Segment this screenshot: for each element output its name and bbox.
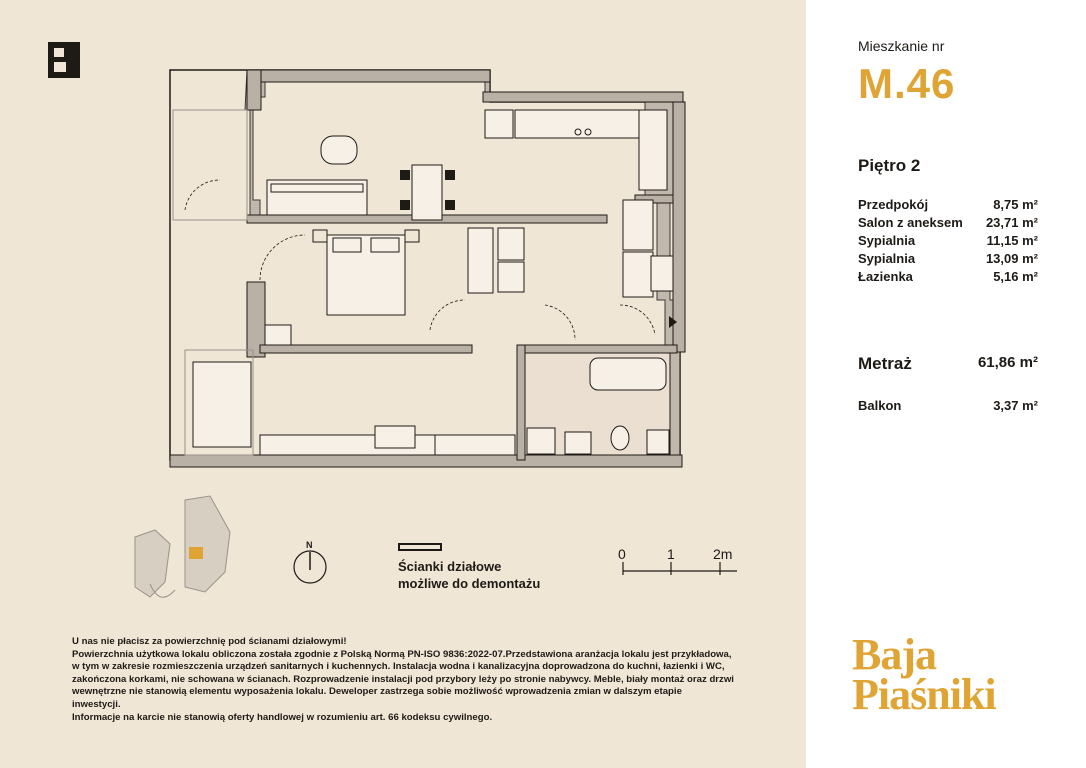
note-line: U nas nie płacisz za powierzchnię pod ścianami działowymi! — [72, 636, 347, 647]
note-line: Powierzchnia użytkowa lokalu obliczona została zgodnie z Polską Normą PN-ISO 9836:2022-07.Przedstawiona aranżacja lokalu jest przykładowa, — [72, 648, 732, 660]
note-line: wewnętrzne nie stanowią elementu wyposażenia lokalu. Deweloper zastrzega sobie możliwość wprowadzenia zmian w dalszym etapie — [72, 686, 682, 698]
balcony-row — [858, 398, 1038, 413]
room-row — [858, 196, 1038, 214]
room-row — [858, 214, 1038, 232]
partition-wall-swatch — [398, 543, 442, 551]
room-row — [858, 268, 1038, 286]
note-line: w tym w zakresie rozmieszczenia urządzeń sanitarnych i kuchennych. Instalacja wodna i kanalizacyjna doprowadzona do kuchni, łazienki i WC, — [72, 661, 725, 673]
room-name: Sypialnia — [858, 251, 916, 266]
balcony-label: Balkon — [858, 398, 902, 413]
brand-line-2: Piaśniki — [852, 670, 996, 719]
room-row — [858, 232, 1038, 250]
developer-logo-icon — [48, 42, 80, 78]
scale-label-2: 2m — [713, 546, 733, 562]
balcony-value: 3,37 m² — [993, 398, 1038, 413]
room-name: Salon z aneksem — [858, 215, 963, 230]
floor-label: Piętro 2 — [858, 156, 921, 175]
total-area-value: 61,86 m² — [977, 354, 1038, 371]
legend-line-2: możliwe do demontażu — [398, 576, 541, 591]
legend-line-1: Ścianki działowe — [398, 559, 502, 574]
room-list — [858, 196, 1038, 286]
brand-logo — [852, 630, 996, 719]
apartment-label: Mieszkanie nr — [858, 38, 945, 54]
note-line: inwestycji. — [72, 698, 121, 710]
note-line: zakończona korkami, nie schowana w ścianach. Rozprowadzenie instalacji pod przybory leży po stronie nabywcy. Meble, biały montaż oraz drzwi — [72, 673, 734, 685]
building-key-plan — [125, 492, 240, 607]
compass-north-label: N — [306, 540, 313, 550]
room-name: Łazienka — [858, 269, 913, 284]
floor-plan — [165, 60, 695, 472]
total-area-row — [858, 354, 1038, 374]
scale-label-0: 0 — [618, 546, 626, 562]
room-name: Sypialnia — [858, 233, 916, 248]
scale-label-1: 1 — [667, 546, 675, 562]
room-area: 5,16 m² — [993, 269, 1038, 284]
note-line: Informacje na karcie nie stanowią oferty handlowej w rozumieniu art. 66 kodeksu cywilnego. — [72, 711, 493, 723]
disclaimer-notes — [72, 636, 762, 724]
apartment-number: M.46 — [858, 60, 956, 107]
room-name: Przedpokój — [858, 197, 929, 212]
room-area: 13,09 m² — [985, 251, 1038, 266]
room-row — [858, 250, 1038, 268]
room-area: 11,15 m² — [986, 233, 1038, 248]
legend-text — [398, 558, 598, 592]
total-area-label: Metraż — [858, 354, 912, 373]
room-area: 8,75 m² — [993, 197, 1038, 212]
brand-line-1: Baja — [852, 630, 936, 679]
room-area: 23,71 m² — [985, 215, 1038, 230]
